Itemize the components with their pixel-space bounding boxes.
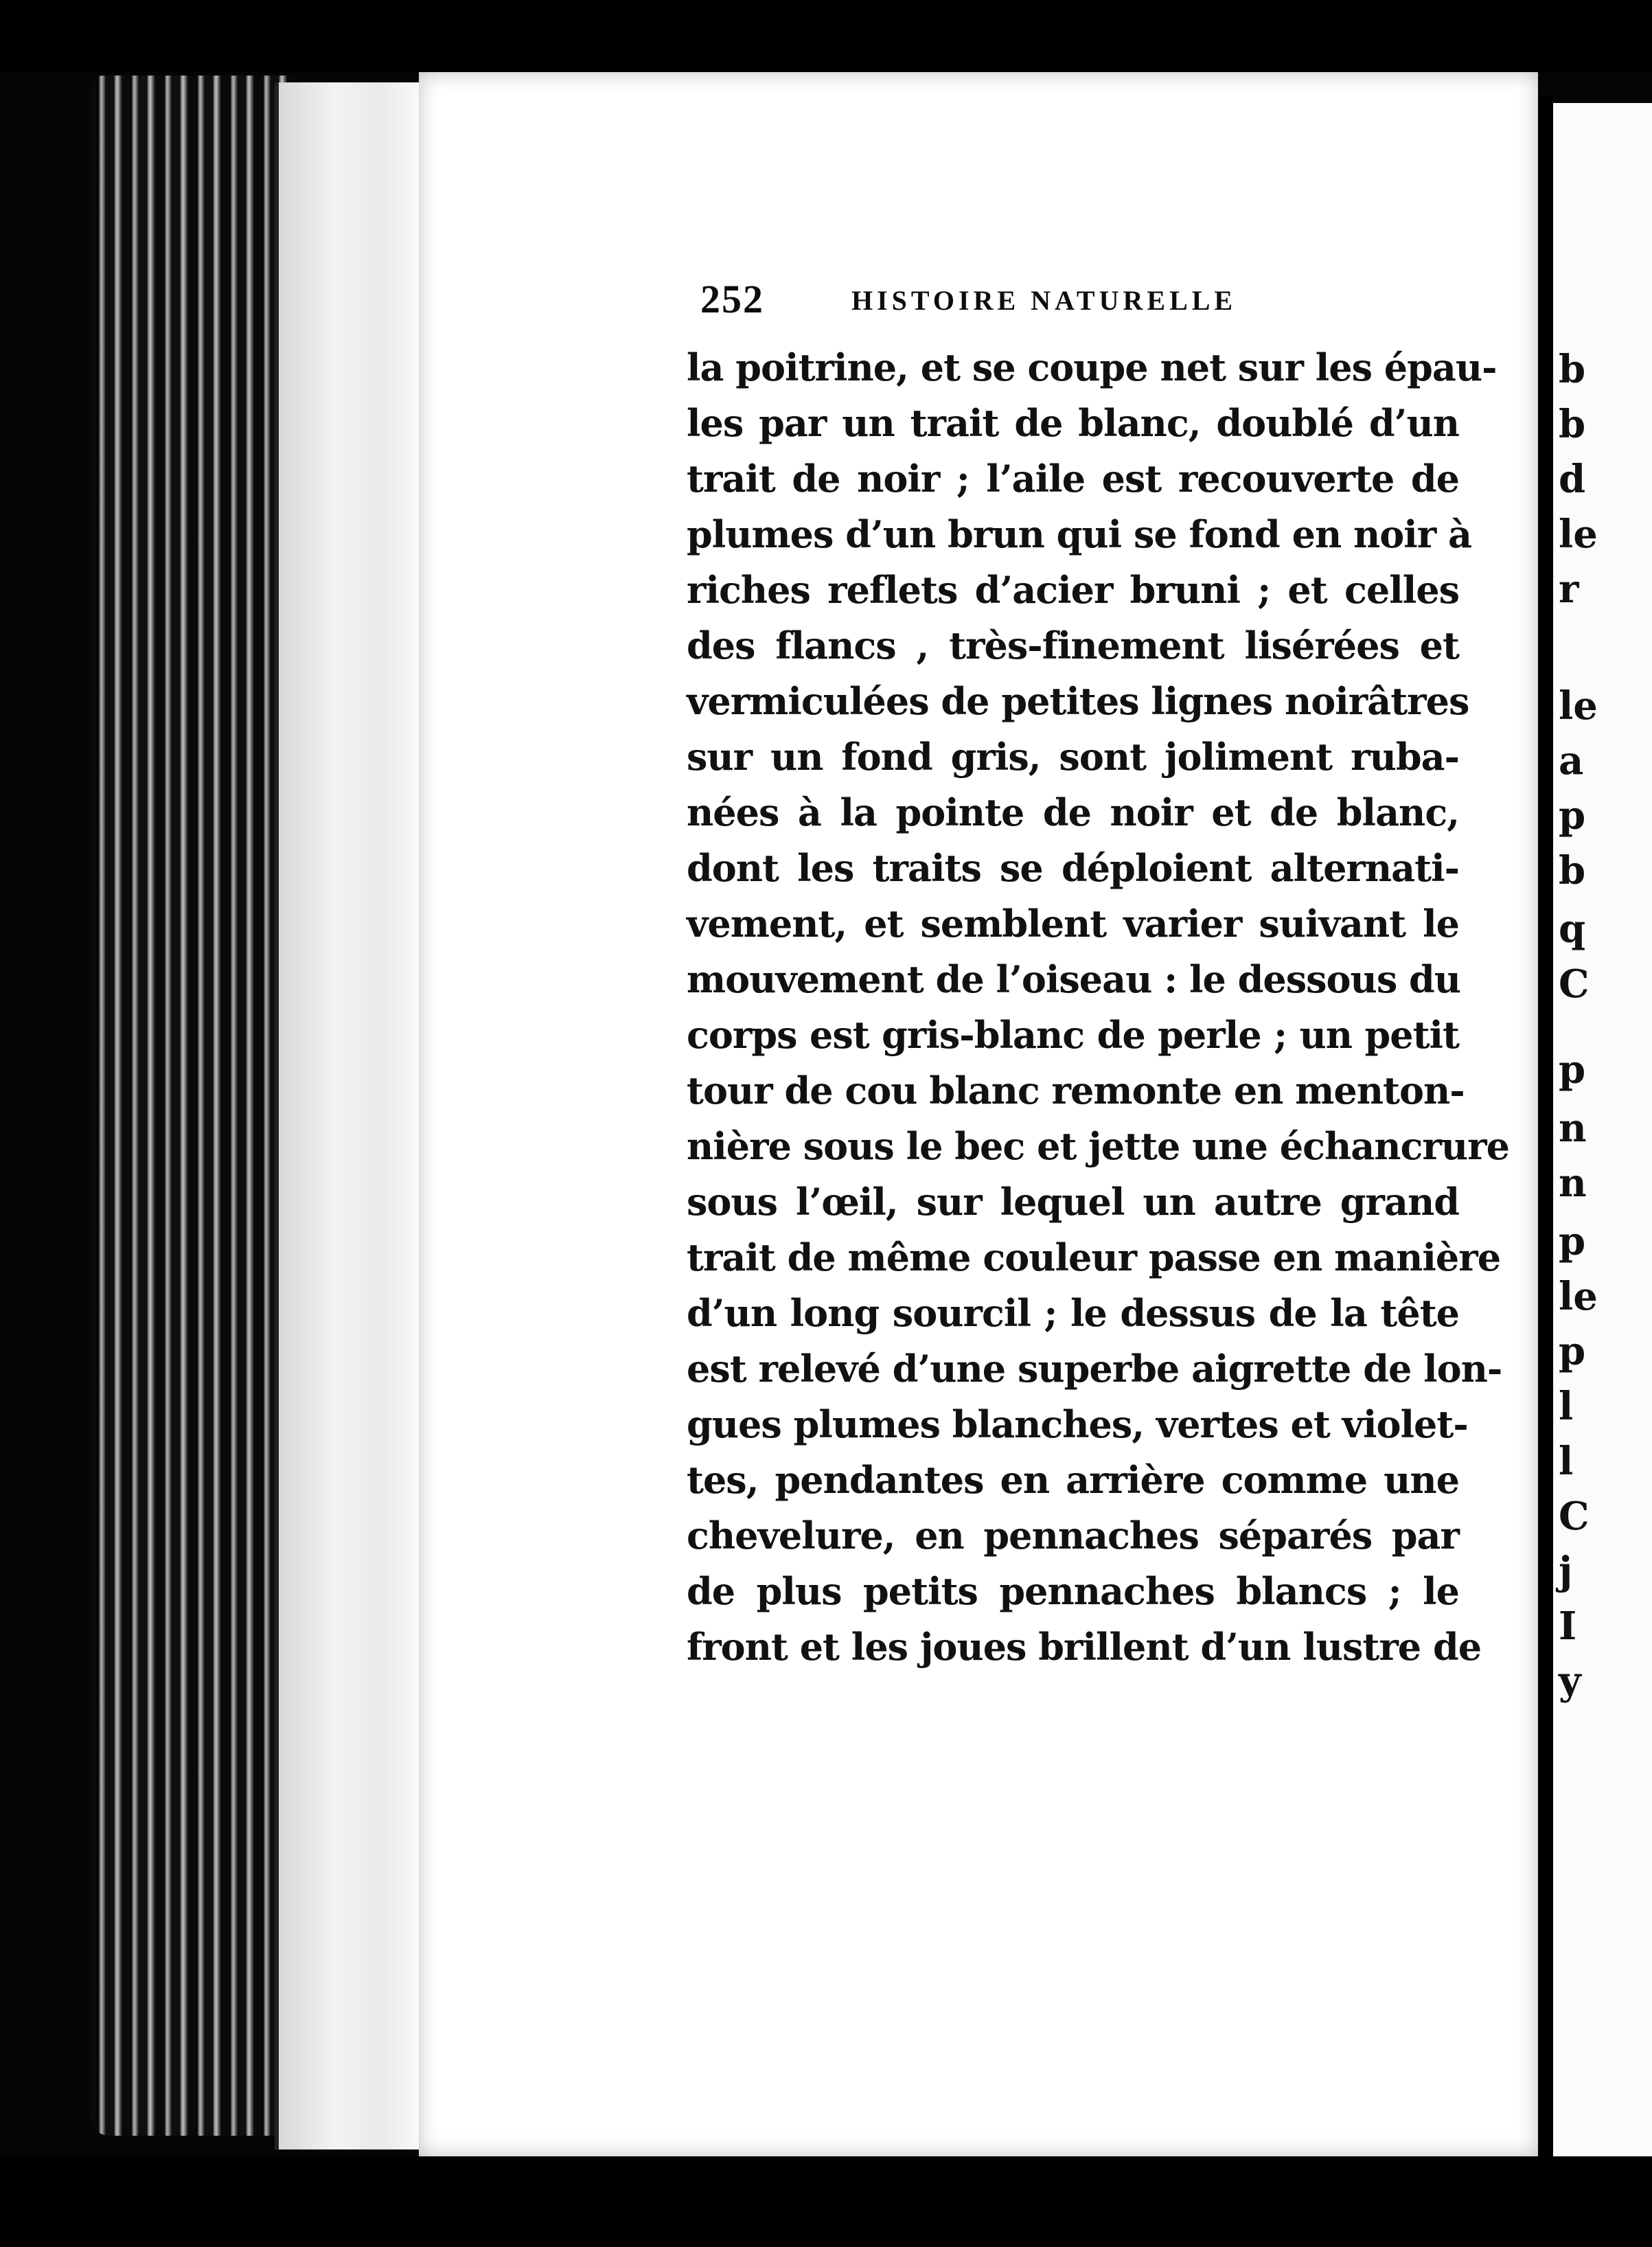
facing-page-fragment: I [1559, 1604, 1577, 1649]
text-line: front et les joues brillent d’un lustre de [687, 1625, 1482, 1669]
facing-page-fragment: p [1559, 1047, 1586, 1093]
text-line: plumes d’un brun qui se fond en noir à [687, 512, 1472, 556]
text-line: nière sous le bec et jette une échancrure [687, 1124, 1509, 1168]
facing-page [1553, 103, 1652, 2170]
text-line: sous l’œil, sur lequel un autre grand [687, 1180, 1459, 1224]
text-line: de plus petits pennaches blancs ; le [687, 1569, 1459, 1613]
facing-page-fragment: a [1559, 738, 1584, 784]
facing-page-fragment: C [1559, 1494, 1590, 1539]
text-line: mouvement de l’oiseau : le dessous du [687, 957, 1461, 1001]
facing-page-fragment: b [1559, 347, 1586, 392]
facing-page-fragment: j [1559, 1549, 1573, 1594]
text-line: la poitrine, et se coupe net sur les épau- [687, 345, 1497, 389]
text-line: vermiculées de petites lignes noirâtres [687, 679, 1469, 723]
facing-page-fragment: le [1559, 1274, 1598, 1319]
text-line: corps est gris-blanc de perle ; un petit [687, 1013, 1459, 1057]
page-edge-strip [275, 82, 423, 2149]
facing-page-fragment: p [1559, 1219, 1586, 1264]
body-text [687, 340, 1509, 1675]
facing-page-fragment: l [1559, 1439, 1574, 1484]
text-line: d’un long sourcil ; le dessus de la tête [687, 1291, 1459, 1335]
text-line: chevelure, en pennaches séparés par [687, 1514, 1459, 1558]
running-head [700, 276, 1469, 331]
facing-page-fragment: n [1559, 1161, 1587, 1206]
text-line: gues plumes blanches, vertes et violet- [687, 1402, 1468, 1446]
text-line: dont les traits se déploient alternati- [687, 846, 1459, 890]
facing-page-fragment: p [1559, 1329, 1586, 1374]
text-line: sur un fond gris, sont joliment ruba- [687, 735, 1459, 779]
text-line: trait de même couleur passe en manière [687, 1235, 1501, 1279]
top-shadow [0, 0, 1652, 72]
book-gutter [1538, 96, 1553, 2170]
text-line: tes, pendantes en arrière comme une [687, 1458, 1459, 1502]
facing-page-fragment: q [1559, 906, 1586, 952]
text-line: riches reflets d’acier bruni ; et celles [687, 568, 1459, 612]
facing-page-fragment: le [1559, 683, 1598, 729]
facing-page-fragment: b [1559, 848, 1586, 893]
text-line: nées à la pointe de noir et de blanc, [687, 790, 1459, 834]
running-head-title: HISTOIRE NATURELLE [851, 285, 1237, 316]
facing-page-fragment: d [1559, 457, 1586, 502]
facing-page-fragment: n [1559, 1106, 1587, 1151]
facing-page-fragment: l [1559, 1384, 1574, 1429]
text-line: des flancs , très-finement lisérées et [687, 624, 1459, 668]
facing-page-fragment: b [1559, 402, 1586, 447]
bottom-shadow [0, 2156, 1652, 2247]
book-fore-edge [89, 76, 295, 2136]
text-line: est relevé d’une superbe aigrette de lon- [687, 1347, 1502, 1391]
facing-page-fragment: le [1559, 512, 1598, 557]
facing-page-fragment: C [1559, 961, 1590, 1007]
text-line: les par un trait de blanc, doublé d’un [687, 401, 1459, 445]
facing-page-fragment: y [1559, 1658, 1581, 1704]
page-number: 252 [700, 277, 764, 321]
text-line: tour de cou blanc remonte en menton- [687, 1069, 1465, 1113]
text-line: vement, et semblent varier suivant le [687, 902, 1459, 946]
facing-page-fragment: r [1559, 567, 1579, 612]
facing-page-fragment: p [1559, 793, 1586, 839]
text-line: trait de noir ; l’aile est recouverte de [687, 457, 1459, 501]
